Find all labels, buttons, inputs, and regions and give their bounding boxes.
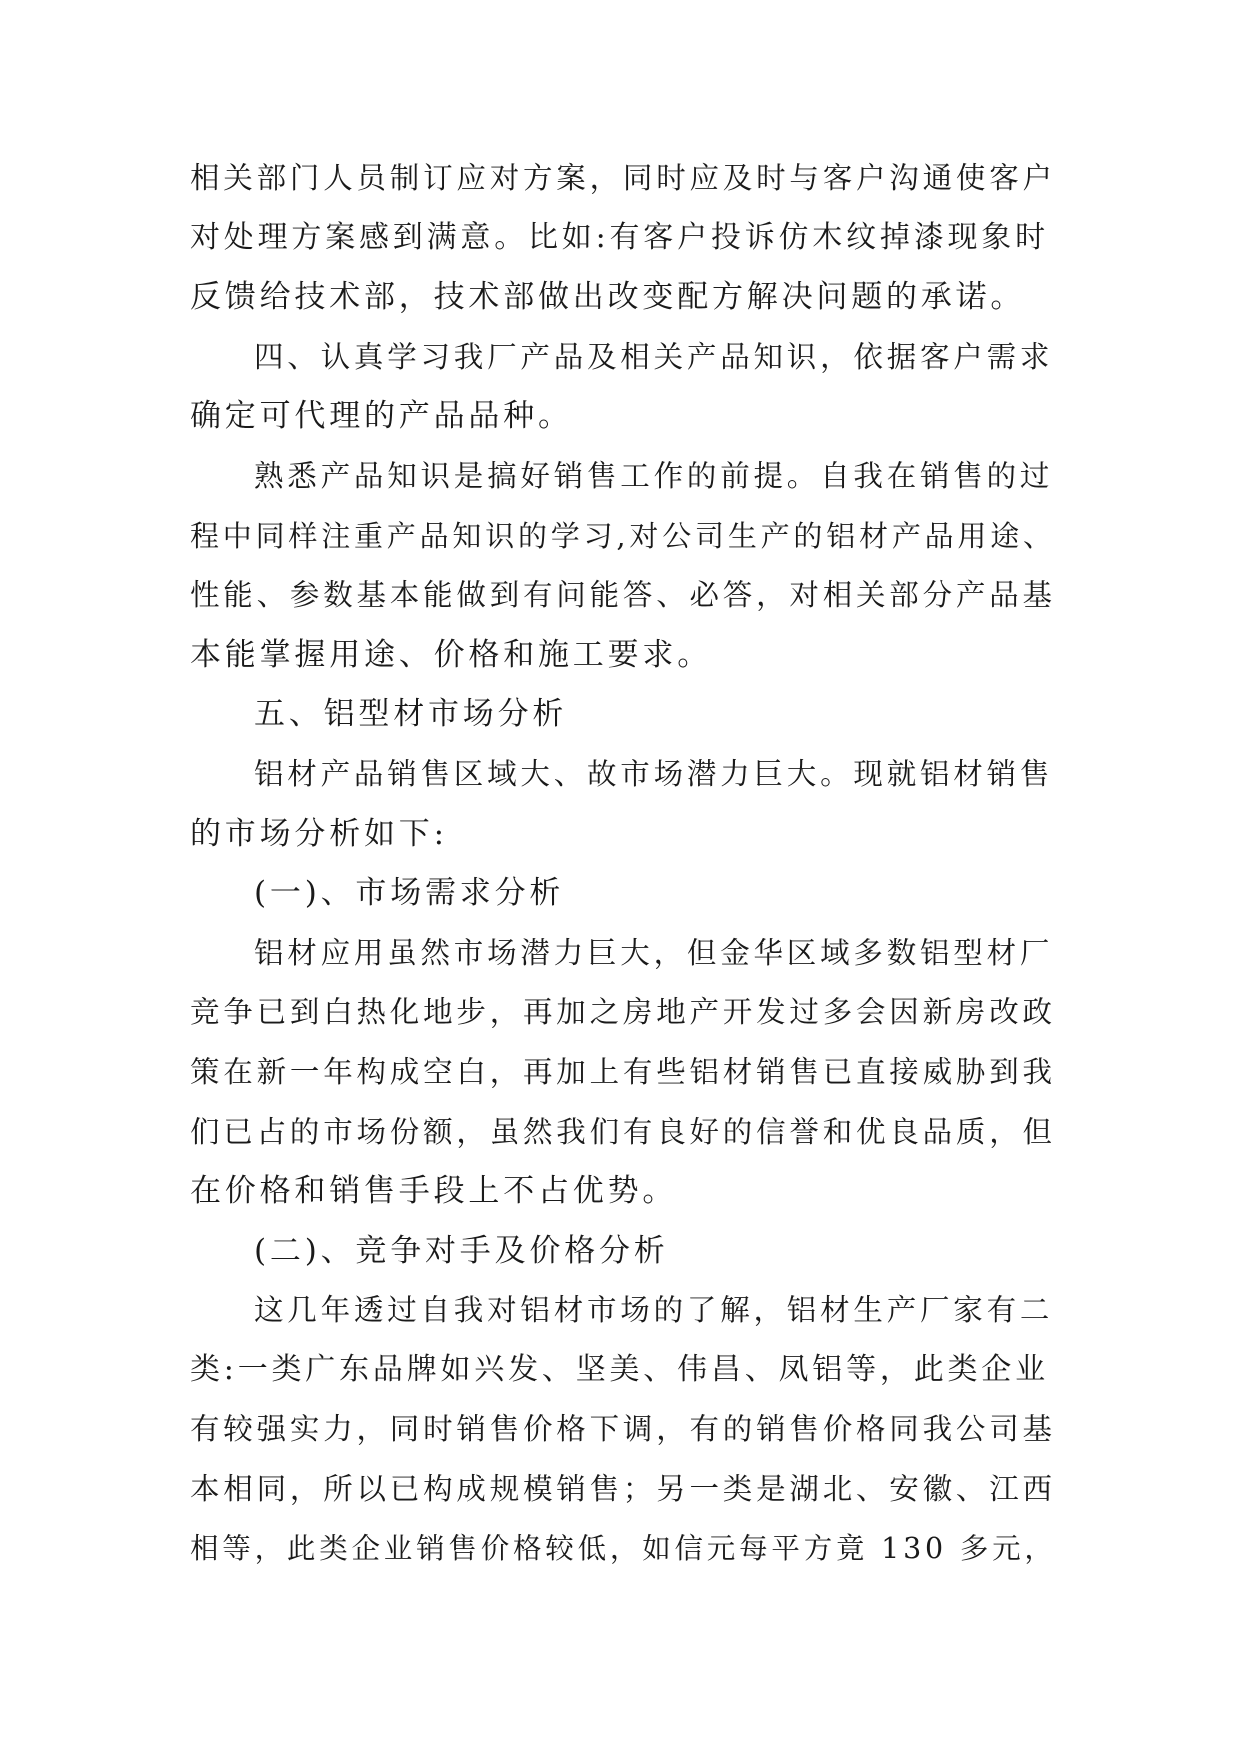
text-line-23: 本相同，所以已构成规模销售；另一类是湖北、安徽、江西 [190, 1472, 1056, 1507]
text-line-3: 反馈给技术部，技术部做出改变配方解决问题的承诺。 [190, 279, 1026, 316]
paragraph-start-market: 铝材产品销售区域大、故市场潜力巨大。现就铝材销售 [254, 756, 1054, 791]
text-line-21: 类:一类广东品牌如兴发、坚美、伟昌、凤铝等，此类企业 [190, 1351, 1049, 1387]
text-line-18: 在价格和销售手段上不占优势。 [190, 1173, 678, 1210]
text-line-5: 确定可代理的产品品种。 [190, 398, 573, 435]
paragraph-start-demand: 铝材应用虽然市场潜力巨大，但金华区域多数铝型材厂 [254, 935, 1054, 970]
text-line-1: 相关部门人员制订应对方案，同时应及时与客户沟通使客户 [190, 161, 1056, 195]
paragraph-start-competitors: 这几年透过自我对铝材市场的了解，铝材生产厂家有二 [254, 1293, 1054, 1328]
text-line-9: 本能掌握用途、价格和施工要求。 [190, 636, 712, 673]
text-line-16: 策在新一年构成空白，再加上有些铝材销售已直接威胁到我 [190, 1054, 1056, 1089]
section-heading-five: 五、铝型材市场分析 [254, 696, 568, 733]
text-line-24: 相等，此类企业销售价格较低，如信元每平方竟 130 多元， [190, 1531, 1057, 1565]
text-line-8: 性能、参数基本能做到有问能答、必答，对相关部分产品基 [190, 578, 1056, 613]
subsection-heading-one: (一)、市场需求分析 [254, 875, 565, 912]
text-line-12: 的市场分析如下: [190, 815, 448, 852]
text-line-15: 竞争已到白热化地步，再加之房地产开发过多会因新房改政 [190, 995, 1056, 1030]
paragraph-start-product-knowledge: 熟悉产品知识是搞好销售工作的前提。自我在销售的过 [254, 458, 1054, 493]
text-line-22: 有较强实力，同时销售价格下调，有的销售价格同我公司基 [190, 1412, 1056, 1447]
section-heading-four: 四、认真学习我厂产品及相关产品知识，依据客户需求 [254, 339, 1054, 374]
body-text [190, 158, 1058, 1588]
text-line-2: 对处理方案感到满意。比如:有客户投诉仿木纹掉漆现象时 [190, 219, 1049, 255]
subsection-heading-two: (二)、竞争对手及价格分析 [254, 1232, 669, 1269]
text-line-17: 们已占的市场份额，虽然我们有良好的信誉和优良品质，但 [190, 1114, 1056, 1149]
text-line-7: 程中同样注重产品知识的学习,对公司生产的铝材产品用途、 [190, 518, 1056, 553]
